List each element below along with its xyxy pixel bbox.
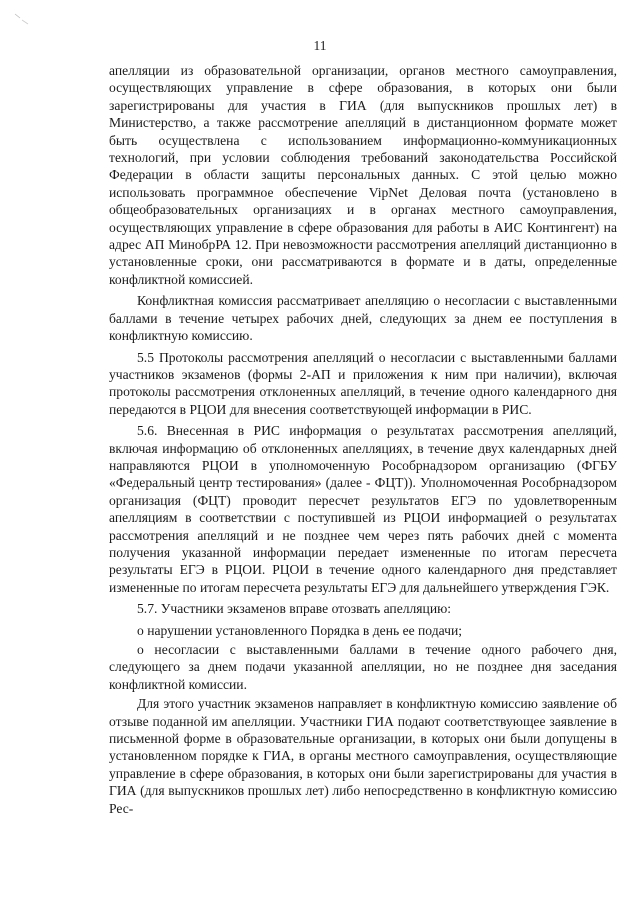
list-item-procedure-violation: о нарушении установленного Порядка в день ее подачи; bbox=[137, 622, 463, 638]
paragraph-5-5: 5.5 Протоколы рассмотрения апелляций о несогласии с выставленными баллами участников экзаменов (формы 2-АП и приложения к ним при наличии), включая протоколы рассмотрения отклоненных апелляций, в течение одного календарного дня передаются в РЦОИ для внесения соответствующей информации в РИС. bbox=[109, 349, 617, 417]
paragraph-withdrawal-application: Для этого участник экзаменов направляет в конфликтную комиссию заявление об отзыве поданной им апелляции. Участники ГИА подают соответствующее заявление в письменной форме в образовательные организации, в которых они были допущены в установленном порядке к ГИА, в органы местного самоуправления, осуществляющие управление в сфере образования, в которых они были зарегистрированы для участия в ГИА (для выпускников прошлых лет) либо непосредственно в конфликтную комиссию Рес- bbox=[109, 696, 617, 816]
page-number: 11 bbox=[313, 38, 327, 53]
list-item-score-disagreement: о несогласии с выставленными баллами в течение одного рабочего дня, следующего за днем подачи указанной апелляции, но не позднее дня заседания конфликтной комиссии. bbox=[109, 642, 617, 692]
paragraph-conflict-commission-term: Конфликтная комиссия рассматривает апелляцию о несогласии с выставленными баллами в течение четырех рабочих дней, следующих за днем ее поступления в конфликтную комиссию. bbox=[109, 293, 617, 344]
paragraph-5-7: 5.7. Участники экзаменов вправе отозвать апелляцию: bbox=[137, 601, 452, 617]
scan-artifact-mark bbox=[14, 12, 32, 26]
document-body bbox=[109, 62, 617, 821]
paragraph-5-6: 5.6. Внесенная в РИС информация о результатах рассмотрения апелляций, включая информацию об отклоненных апелляциях, в течение двух календарных дней направляются РЦОИ в уполномоченную Рособрнадзором организацию (ФГБУ «Федеральный центр тестирования» (далее - ФЦТ)). Уполномоченная Рособрнадзором организация (ФЦТ) проводит пересчет результатов ЕГЭ по удовлетворенным апелляциям в соответствии с поступившей из РЦОИ информацией о результатах рассмотрения апелляций и не позднее чем через пять рабочих дней с момента получения указанной информации передает измененные по итогам пересчета результаты ЕГЭ в РЦОИ. РЦОИ в течение одного календарного дня представляет измененные по итогам пересчета результаты ЕГЭ для дальнейшего утверждения ГЭК. bbox=[109, 423, 617, 595]
paragraph-appeals-continuation: апелляции из образовательной организации, органов местного самоуправления, осуществляющих управление в сфере образования, в которых они были зарегистрированы для участия в ГИА (для выпускников прошлых лет) в Министерство, а также рассмотрение апелляций в дистанционном формате может быть осуществлена с использованием информационно-коммуникационных технологий, при условии соблюдения требований законодательства Российской Федерации в области защиты персональных данных. С этой целью можно использовать программное обеспечение VipNet Деловая почта (установлено в общеобразовательных организациях и в органах местного самоуправления, осуществляющих управление в сфере образования для работы в АИС Контингент) на адрес АП МинобрРА 12. При невозможности рассмотрения апелляций дистанционно в установленные сроки, они рассматриваются в формате и в даты, определенные конфликтной комиссией. bbox=[109, 63, 617, 287]
